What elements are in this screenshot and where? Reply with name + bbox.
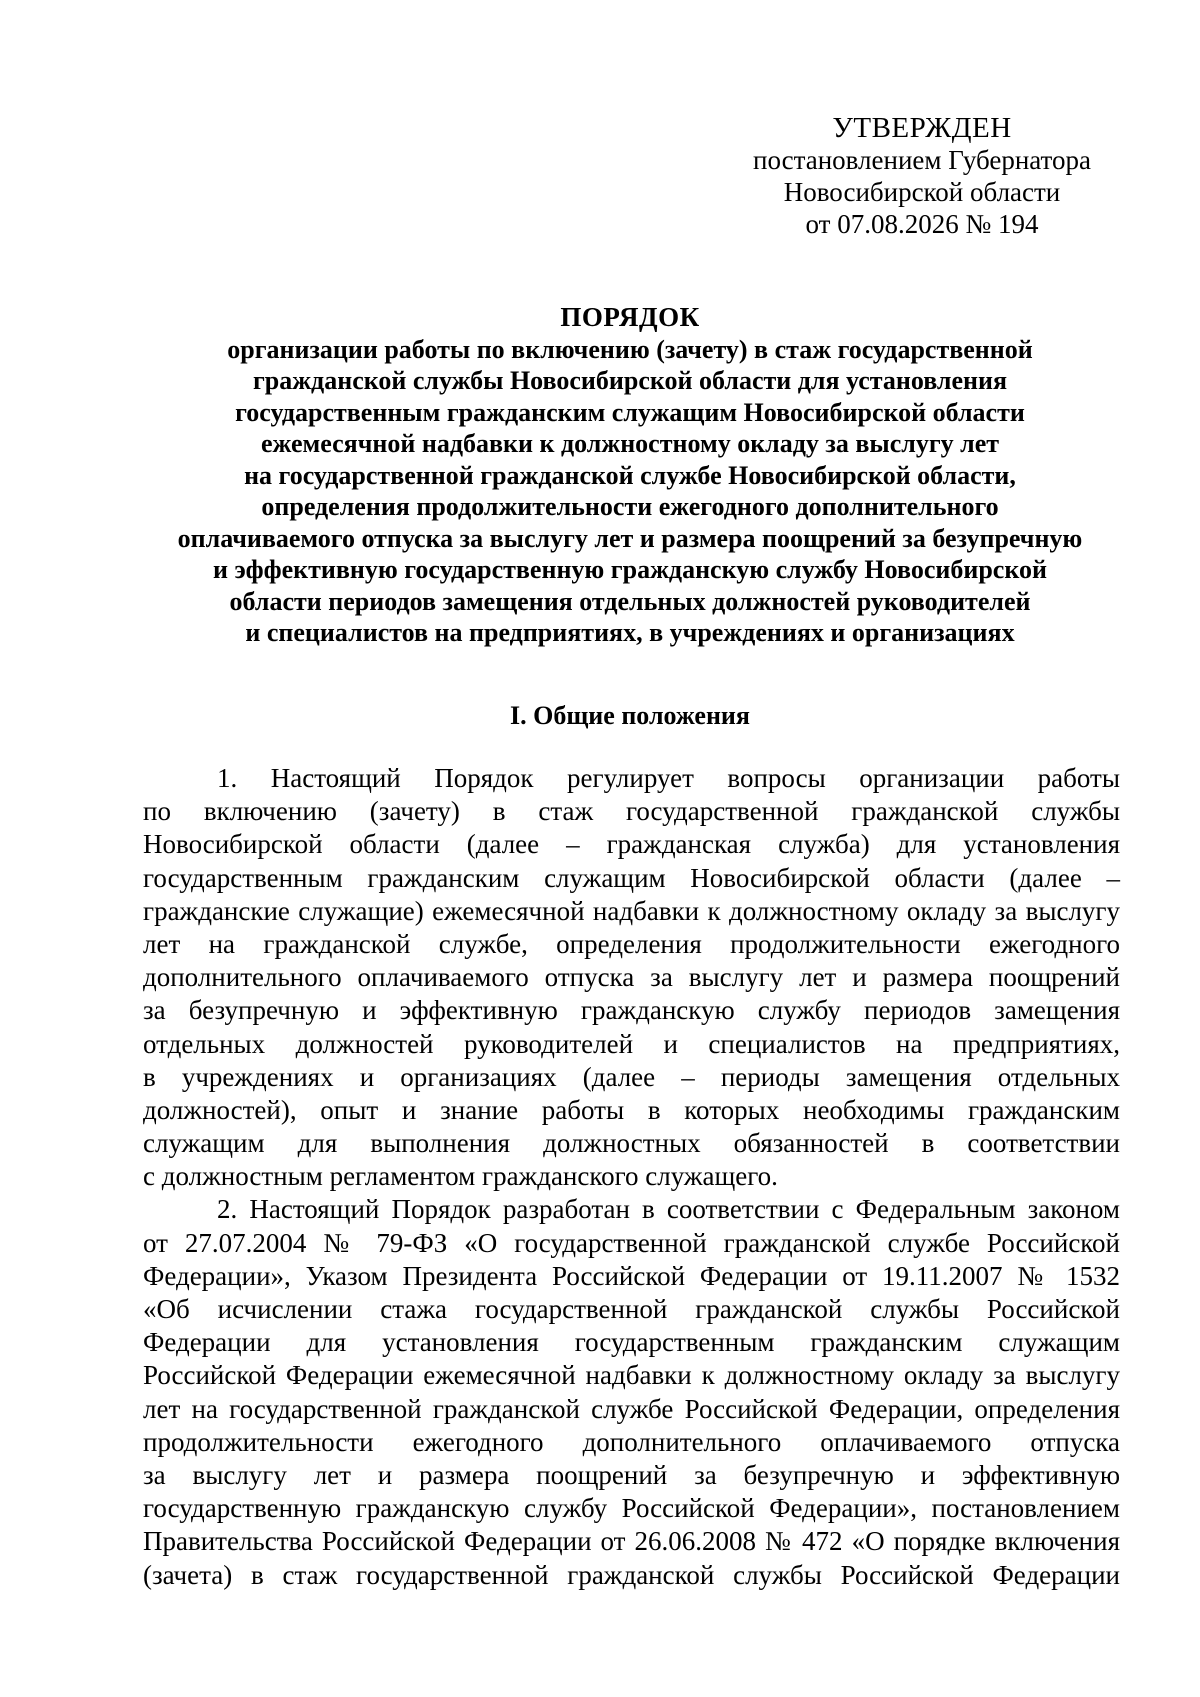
approval-date-number: от 07.08.2026 № 194 [805, 209, 1039, 239]
text-line: гражданские служащие) ежемесячной надбавки к должностному окладу за выслугу [143, 895, 1120, 926]
paragraph-1 [143, 762, 1120, 1193]
text-line: лет на гражданской службе, определения продолжительности ежегодного [143, 928, 1120, 959]
text-line: Федерации для установления государственным гражданским служащим [143, 1327, 1120, 1358]
text-line: с должностным регламентом гражданского служащего. [143, 1161, 778, 1192]
document-title-line: определения продолжительности ежегодного дополнительного [261, 492, 999, 521]
document-title-line: на государственной гражданской службе Новосибирской области, [244, 460, 1016, 490]
text-line: Федерации», Указом Президента Российской Федерации от 19.11.2007 № 1532 [143, 1260, 1120, 1291]
approval-line-1: постановлением Губернатора [753, 145, 1091, 175]
text-line: отдельных должностей руководителей и специалистов на предприятиях, [143, 1028, 1120, 1059]
text-line: государственную гражданскую службу Российской Федерации», постановлением [143, 1493, 1120, 1524]
document-title-line: организации работы по включению (зачету) в стаж государственной [227, 334, 1033, 364]
text-line: служащим для выполнения должностных обязанностей в соответствии [143, 1128, 1120, 1159]
text-line: государственным гражданским служащим Новосибирской области (далее – [143, 862, 1120, 893]
approval-stamp [732, 112, 1112, 240]
text-line: по включению (зачету) в стаж государственной гражданской службы [143, 796, 1120, 827]
approval-title: УТВЕРЖДЕН [832, 112, 1012, 144]
text-line: от 27.07.2004 № 79-ФЗ «О государственной гражданской службе Российской [143, 1227, 1120, 1258]
document-title-line: и специалистов на предприятиях, в учреждениях и организациях [245, 618, 1015, 647]
section-heading: I. Общие положения [510, 701, 750, 730]
document-title-line: государственным гражданским служащим Новосибирской области [235, 397, 1025, 427]
text-line: за выслугу лет и размера поощрений за безупречную и эффективную [143, 1459, 1120, 1490]
document-title-line: оплачиваемого отпуска за выслугу лет и размера поощрений за безупречную [177, 523, 1083, 553]
text-line: Новосибирской области (далее – гражданская служба) для установления [143, 829, 1120, 860]
text-line: «Об исчислении стажа государственной гражданской службы Российской [143, 1294, 1120, 1324]
paragraph-2 [143, 1193, 1120, 1591]
text-line: Правительства Российской Федерации от 26.06.2008 № 472 «О порядке включения [143, 1526, 1120, 1557]
text-line: (зачета) в стаж государственной гражданской службы Российской Федерации [143, 1559, 1120, 1590]
text-line: 2. Настоящий Порядок разработан в соответствии с Федеральным законом [217, 1194, 1120, 1225]
body-text [143, 762, 1120, 1592]
document-title-line: и эффективную государственную гражданскую службу Новосибирской [213, 555, 1047, 584]
document-title-line: гражданской службы Новосибирской области для установления [252, 366, 1008, 395]
text-line: должностей), опыт и знание работы в которых необходимы гражданским [143, 1094, 1120, 1125]
text-line: 1. Настоящий Порядок регулирует вопросы организации работы [217, 763, 1120, 793]
document-title-main: ПОРЯДОК [560, 302, 700, 332]
text-line: дополнительного оплачиваемого отпуска за выслугу лет и размера поощрений [143, 962, 1120, 993]
document-title [140, 302, 1120, 649]
text-line: в учреждениях и организациях (далее – периоды замещения отдельных [143, 1061, 1120, 1092]
text-line: лет на государственной гражданской службе Российской Федерации, определения [143, 1393, 1120, 1424]
text-line: продолжительности ежегодного дополнительного оплачиваемого отпуска [143, 1426, 1120, 1457]
document-title-line: ежемесячной надбавки к должностному окладу за выслугу лет [260, 429, 1000, 458]
text-line: за безупречную и эффективную гражданскую службу периодов замещения [143, 995, 1120, 1026]
document-title-line: области периодов замещения отдельных должностей руководителей [229, 586, 1031, 616]
text-line: Российской Федерации ежемесячной надбавки к должностному окладу за выслугу [143, 1360, 1120, 1391]
approval-line-2: Новосибирской области [783, 177, 1061, 207]
